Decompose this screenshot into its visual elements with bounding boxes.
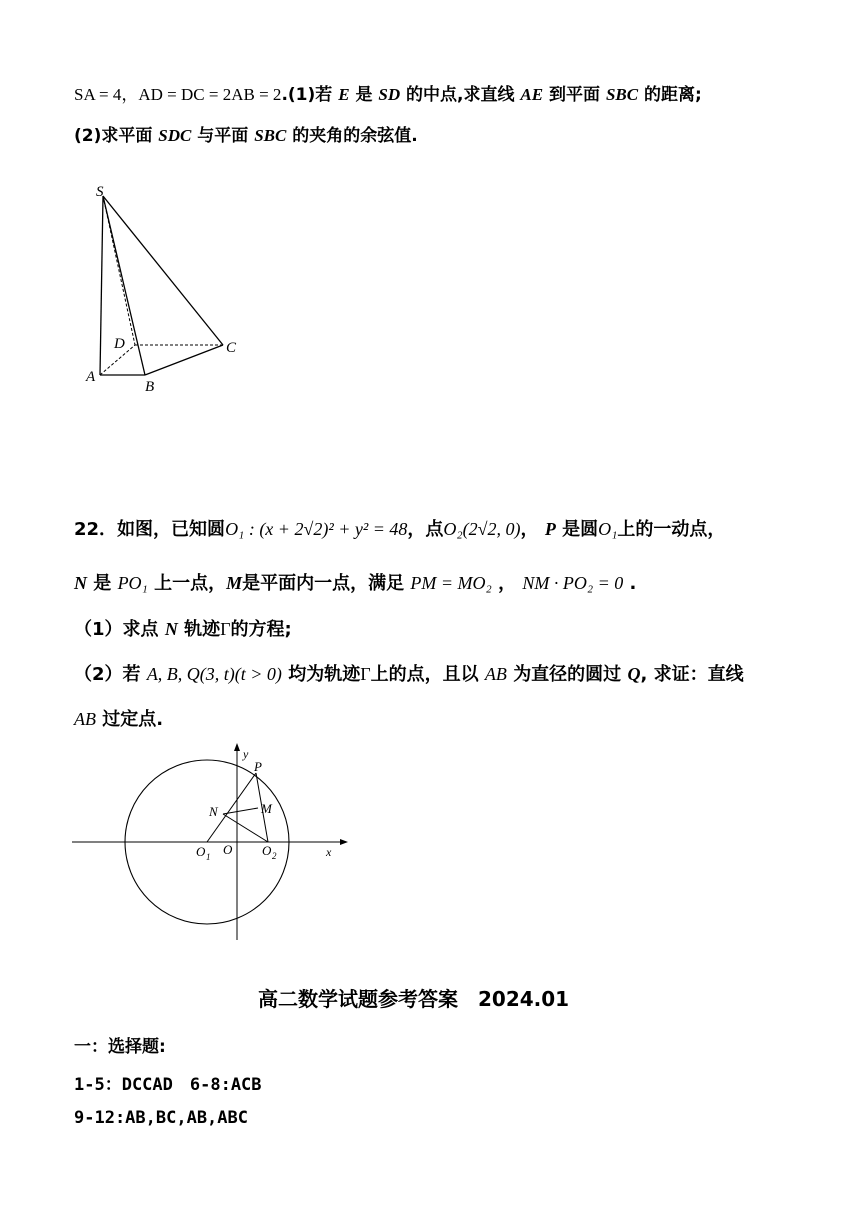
label-B: B <box>145 379 155 395</box>
label-P: P <box>254 759 262 774</box>
q22-sub1: （1）求点 N 轨迹Γ的方程; <box>74 619 292 640</box>
label-O1: O <box>196 844 206 859</box>
q21-condition-line: SA = 4，AD = DC = 2AB = 2.(1)若 E 是 SD 的中点,求直线 AE 到平面 SBC 的距离; <box>74 85 702 105</box>
label-A: A <box>86 369 96 385</box>
x-axis-arrow <box>340 839 348 845</box>
q22-points: A, B, Q(3, t)(t > 0) <box>146 664 282 684</box>
q22-vector-condition-1: PM = MO₂ <box>410 573 492 593</box>
label-C: C <box>226 340 237 356</box>
label-y: y <box>243 747 249 761</box>
answers-line-2: 9-12:AB,BC,AB,ABC <box>74 1108 248 1128</box>
label-O1-sub: 1 <box>206 852 211 862</box>
segment-NO2 <box>223 814 268 842</box>
pyramid-figure <box>80 182 260 402</box>
label-N: N <box>209 804 218 819</box>
y-axis-arrow <box>234 743 240 751</box>
answers-line-1: 1-5：DCCAD 6-8:ACB <box>74 1075 262 1095</box>
q22-line2: N 是 PO₁ 上一点，M是平面内一点，满足 PM = MO₂ ， NM · PO₂ = 0 . <box>74 573 637 594</box>
q22-line1: 22．如图，已知圆O₁ : (x + 2√2)² + y² = 48，点O₂(2√2, 0)， P 是圆O₁上的一动点， <box>74 519 726 540</box>
q22-point-O2: O₂(2√2, 0) <box>443 519 521 539</box>
segment-NM <box>223 808 258 814</box>
label-O2: O <box>262 843 272 858</box>
edge-SD <box>103 196 135 345</box>
label-O: O <box>223 842 233 857</box>
label-D: D <box>114 336 125 352</box>
edge-SA <box>100 196 103 375</box>
label-x: x <box>326 845 332 859</box>
label-O2-sub: 2 <box>272 851 277 861</box>
q22-circle-equation: O₁ : (x + 2√2)² + y² = 48 <box>225 519 408 539</box>
answers-section-1: 一：选择题: <box>74 1037 166 1057</box>
answers-title: 高二数学试题参考答案 2024.01 <box>258 987 570 1011</box>
q21-part2-line: (2)求平面 SDC 与平面 SBC 的夹角的余弦值. <box>74 126 418 146</box>
edge-BC <box>145 345 223 375</box>
label-S: S <box>96 184 104 200</box>
label-M: M <box>261 801 272 816</box>
q22-number: 22． <box>74 519 118 540</box>
q22-sub2-cont: AB 过定点. <box>74 709 164 730</box>
q21-condition-math: SA = 4，AD = DC = 2AB = 2 <box>74 85 282 104</box>
q22-sub2: （2）若 A, B, Q(3, t)(t > 0) 均为轨迹Γ上的点，且以 AB 为直径的圆过 Q, 求证：直线 <box>74 664 744 685</box>
circle-figure <box>70 738 360 948</box>
q22-vector-condition-2: NM · PO₂ = 0 <box>522 573 624 593</box>
